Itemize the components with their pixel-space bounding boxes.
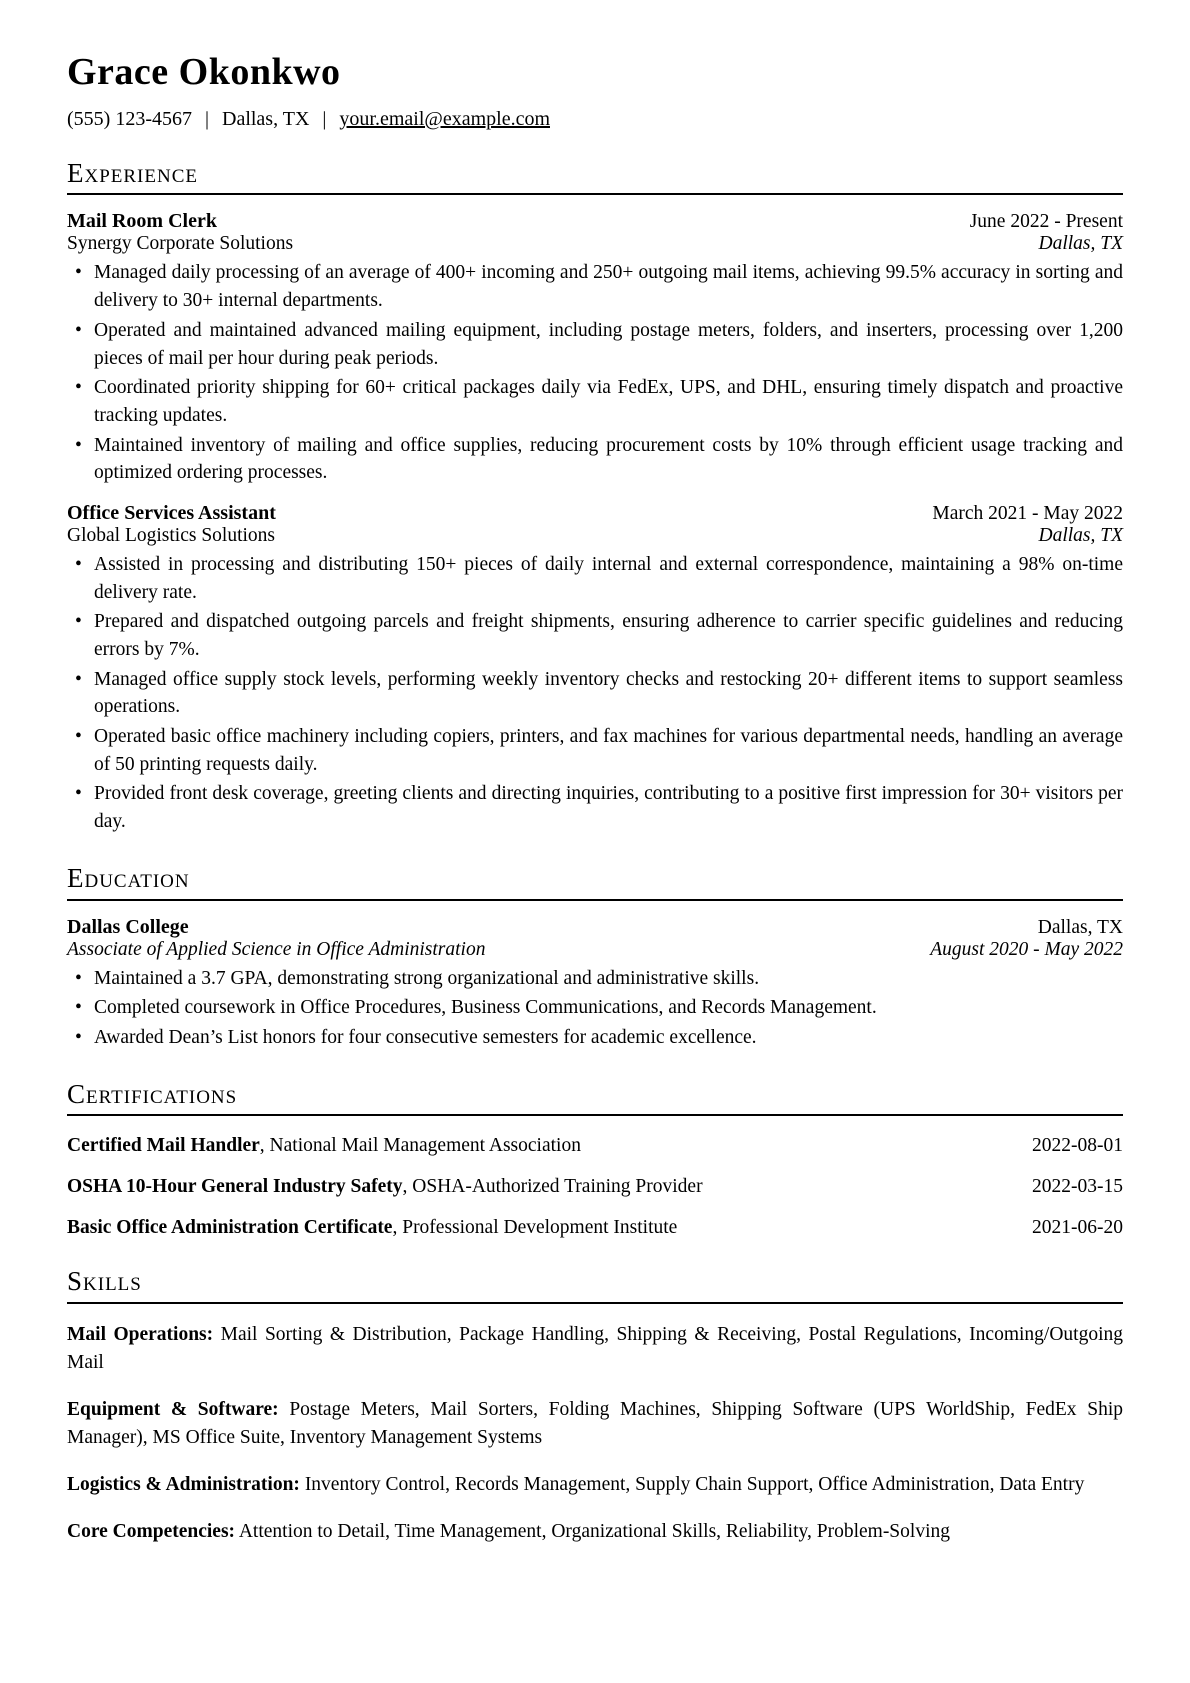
section-rule bbox=[67, 193, 1123, 195]
skill-group bbox=[67, 1396, 1123, 1451]
job-bullet: • Prepared and dispatched outgoing parcels and freight shipments, ensuring adherence to carrier specific guidelines and reducing errors by 7%. bbox=[94, 608, 1123, 663]
contact-separator: | bbox=[204, 107, 209, 130]
skill-group bbox=[67, 1518, 1123, 1546]
education-bullet: • Maintained a 3.7 GPA, demonstrating strong organizational and administrative skills. bbox=[94, 965, 1123, 993]
job-entry bbox=[67, 502, 1123, 836]
phone-number: (555) 123-4567 bbox=[67, 107, 192, 130]
section-skills bbox=[67, 1267, 1123, 1545]
skill-group-label: Logistics & Administration: bbox=[67, 1473, 300, 1495]
email-link[interactable]: your.email@example.com bbox=[339, 107, 550, 130]
job-bullet: • Managed office supply stock levels, performing weekly inventory checks and restocking 20+ different items to support seamless operations. bbox=[94, 666, 1123, 721]
job-title-row bbox=[67, 210, 1123, 233]
skill-group bbox=[67, 1471, 1123, 1499]
degree-name: Associate of Applied Science in Office Administration bbox=[67, 938, 486, 960]
job-company-row bbox=[67, 525, 1123, 547]
job-bullet: • Operated and maintained advanced mailing equipment, including postage meters, folders, and inserters, processing over 1,200 pieces of mail per hour during peak periods. bbox=[94, 317, 1123, 372]
resume-page bbox=[67, 52, 1123, 1565]
skill-group-label: Core Competencies: bbox=[67, 1520, 236, 1542]
certification-text bbox=[67, 1217, 677, 1239]
job-location: Dallas, TX bbox=[1038, 524, 1123, 546]
education-bullet: • Awarded Dean’s List honors for four consecutive semesters for academic excellence. bbox=[94, 1024, 1123, 1052]
job-title: Mail Room Clerk bbox=[67, 210, 217, 233]
job-title: Office Services Assistant bbox=[67, 501, 276, 524]
certification-date: 2022-08-01 bbox=[1032, 1135, 1123, 1157]
certification-name: Certified Mail Handler bbox=[67, 1135, 260, 1157]
section-certifications bbox=[67, 1080, 1123, 1240]
certification-date: 2022-03-15 bbox=[1032, 1176, 1123, 1198]
section-experience bbox=[67, 159, 1123, 836]
job-entry bbox=[67, 210, 1123, 487]
job-bullet: • Managed daily processing of an average of 400+ incoming and 250+ outgoing mail items, achieving 99.5% accuracy in sorting and delivery to 30+ internal departments. bbox=[94, 259, 1123, 314]
contact-separator: | bbox=[322, 107, 327, 130]
section-rule bbox=[67, 1114, 1123, 1116]
skill-group-text: Attention to Detail, Time Management, Organizational Skills, Reliability, Problem-Solving bbox=[235, 1520, 950, 1542]
section-title-experience: Experience bbox=[67, 157, 198, 188]
certification-row bbox=[67, 1135, 1123, 1157]
job-bullet: • Provided front desk coverage, greeting clients and directing inquiries, contributing to a positive first impression for 30+ visitors per day. bbox=[94, 780, 1123, 835]
section-title-education: Education bbox=[67, 862, 190, 893]
section-rule bbox=[67, 899, 1123, 901]
job-company: Synergy Corporate Solutions bbox=[67, 233, 294, 255]
school-row bbox=[67, 916, 1123, 939]
certification-issuer: , OSHA-Authorized Training Provider bbox=[402, 1176, 703, 1198]
job-location: Dallas, TX bbox=[1038, 233, 1123, 255]
skill-group-text: Inventory Control, Records Management, Supply Chain Support, Office Administration, Data Entry bbox=[299, 1473, 1085, 1495]
job-bullet: • Coordinated priority shipping for 60+ critical packages daily via FedEx, UPS, and DHL, ensuring timely dispatch and proactive tracking updates. bbox=[94, 374, 1123, 429]
education-bullet: • Completed coursework in Office Procedures, Business Communications, and Records Management. bbox=[94, 994, 1123, 1022]
certification-name: OSHA 10-Hour General Industry Safety bbox=[67, 1176, 403, 1198]
section-title-certifications: Certifications bbox=[67, 1078, 238, 1109]
job-bullets bbox=[67, 259, 1123, 487]
certification-issuer: , Professional Development Institute bbox=[392, 1217, 678, 1239]
job-bullet: • Operated basic office machinery including copiers, printers, and fax machines for various departmental needs, handling an average of 50 printing requests daily. bbox=[94, 723, 1123, 778]
resume-header bbox=[67, 52, 1123, 131]
job-title-row bbox=[67, 502, 1123, 525]
education-entry bbox=[67, 916, 1123, 1052]
skill-group bbox=[67, 1321, 1123, 1376]
school-location: Dallas, TX bbox=[1037, 916, 1123, 938]
school-name: Dallas College bbox=[67, 915, 189, 938]
certification-issuer: , National Mail Management Association bbox=[259, 1135, 581, 1157]
certification-text bbox=[67, 1135, 581, 1157]
job-dates: June 2022 - Present bbox=[969, 211, 1123, 233]
skill-group-label: Equipment & Software: bbox=[67, 1398, 279, 1420]
job-bullet: • Maintained inventory of mailing and office supplies, reducing procurement costs by 10% through efficient usage tracking and optimized ordering processes. bbox=[94, 432, 1123, 487]
section-rule bbox=[67, 1302, 1123, 1304]
job-company-row bbox=[67, 233, 1123, 255]
contact-line bbox=[67, 108, 1123, 131]
certification-text bbox=[67, 1176, 703, 1198]
skill-group-text: Postage Meters, Mail Sorters, Folding Machines, Shipping Software (UPS WorldShip, FedEx Ship Manager), MS Office Suite, Inventory Management Systems bbox=[67, 1398, 1123, 1448]
education-bullets bbox=[67, 965, 1123, 1052]
certification-row bbox=[67, 1176, 1123, 1198]
section-title-skills: Skills bbox=[67, 1266, 142, 1297]
certification-name: Basic Office Administration Certificate bbox=[67, 1217, 393, 1239]
skill-group-label: Mail Operations: bbox=[67, 1323, 214, 1345]
section-education bbox=[67, 864, 1123, 1052]
location-text: Dallas, TX bbox=[222, 107, 310, 130]
job-dates: March 2021 - May 2022 bbox=[932, 502, 1123, 524]
skill-group-text: Mail Sorting & Distribution, Package Handling, Shipping & Receiving, Postal Regulations, Incoming/Outgoing Mail bbox=[67, 1323, 1123, 1373]
candidate-name: Grace Okonkwo bbox=[67, 51, 341, 93]
certification-date: 2021-06-20 bbox=[1032, 1217, 1123, 1239]
certification-row bbox=[67, 1217, 1123, 1239]
education-dates: August 2020 - May 2022 bbox=[930, 938, 1123, 960]
job-bullet: • Assisted in processing and distributing 150+ pieces of daily internal and external correspondence, maintaining a 98% on-time delivery rate. bbox=[94, 551, 1123, 606]
degree-row bbox=[67, 939, 1123, 961]
job-bullets bbox=[67, 551, 1123, 836]
job-company: Global Logistics Solutions bbox=[67, 524, 276, 546]
